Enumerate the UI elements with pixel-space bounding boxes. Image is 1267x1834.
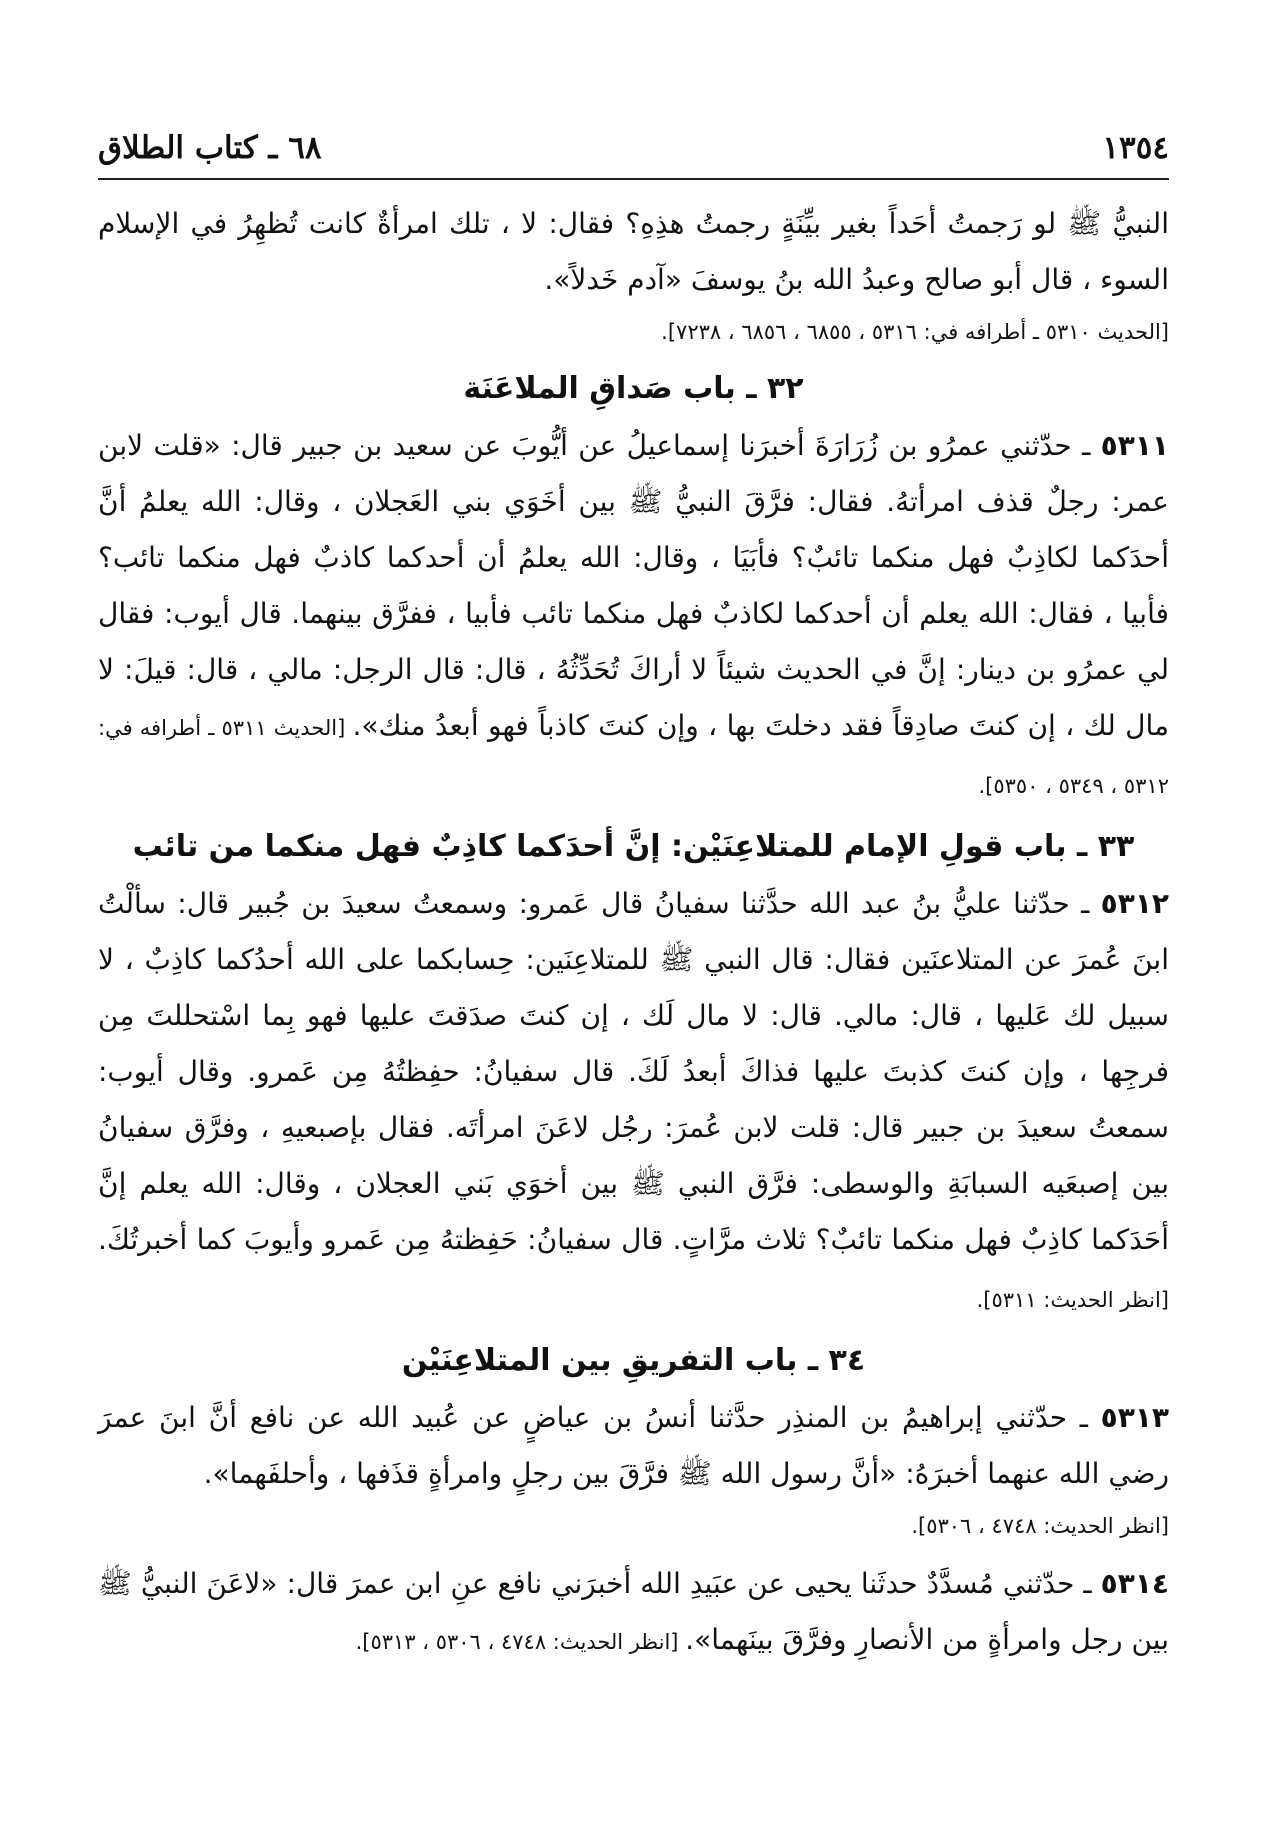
chapter-title: ٣٤ ـ باب التفريقِ بين المتلاعِنَيْن [401, 1343, 866, 1378]
hadith-text: ـ حدّثني إبراهيمُ بن المنذِر حدَّثنا أنسُ بن عياضٍ عن عُبيد الله عن نافع أنَّ ابنَ عمرَ رضي الله عنهما أخبرَهُ: «أنَّ رسول الله ﷺ فرَّقَ بين رجلٍ وامرأةٍ قذَفها ، وأحلفَهما». [98, 1401, 1169, 1490]
hadith-reference: [انظر الحديث: ٥٣١١]. [976, 1288, 1169, 1312]
chapter-title: ٣٢ ـ باب صَداقِ الملاعَنَة [463, 371, 804, 406]
hadith-5314 [98, 1556, 1169, 1670]
hadith-text: ـ حدّثنا عليُّ بنُ عبد الله حدَّثنا سفيانُ قال عَمرو: وسمعتُ سعيدَ بن جُبير قال: سألْتُ ابنَ عُمرَ عن المتلاعنَين فقال: قال النبي ﷺ للمتلاعِنَين: حِسابكما على الله أحدُكما كاذِبٌ ، لا سبيل لك عَليها ، قال: مالي. قال: لا مال لَك ، إن كنتَ صدَقتَ عليها فهو بِما اسْتحللتَ مِن فرجِها ، وإن كنتَ كذبتَ عليها فذاكَ أبعدُ لَكَ. قال سفيانُ: حفِظتُهُ مِن عَمرو. وقال أيوب: سمعتُ سعيدَ بن جبير قال: قلت لابن عُمرَ: رجُل لاعَنَ امرأتَه. فقال بإصبعيهِ ، وفرَّق سفيانُ بين إصبعَيه السبابَةِ والوسطى: فرَّق النبي ﷺ بين أخوَي بَني العجلان ، وقال: الله يعلم إنَّ أحَدَكما كاذِبٌ فهل منكما تائبٌ؟ ثلاث مرَّاتٍ. قال سفيانُ: حَفِظتهُ مِن عَمرو وأيوبَ كما أخبرتُكَ. [98, 887, 1169, 1256]
paragraph-text: النبيُّ ﷺ لو رَجمتُ أحَداً بغير بيِّنَةٍ رجمتُ هذِهِ؟ فقال: لا ، تلك امرأةٌ كانت تُظهِرُ في الإسلام السوء ، قال أبو صالح وعبدُ الله بنُ يوسفَ «آدم خَدلاً». [98, 207, 1169, 296]
header-rule [98, 178, 1169, 180]
hadith-number: ٥٣١٢ [1100, 887, 1169, 920]
hadith-number: ٥٣١٣ [1100, 1401, 1169, 1434]
hadith-reference: [الحديث ٥٣١١ ـ أطرافه في: ٥٣١٢ ، ٥٣٤٩ ، ٥٣٥٠]. [98, 716, 1169, 798]
paragraph [98, 196, 1169, 308]
hadith-number: ٥٣١١ [1100, 429, 1169, 462]
reference-note: [الحديث ٥٣١٠ ـ أطرافه في: ٥٣١٦ ، ٦٨٥٥ ، ٦٨٥٦ ، ٧٢٣٨]. [661, 320, 1169, 344]
reference-note: [انظر الحديث: ٤٧٤٨ ، ٥٣٠٦]. [911, 1514, 1169, 1538]
chapter-title: ٣٣ ـ باب قولِ الإمام للمتلاعِنَيْن: إنَّ أحدَكما كاذِبٌ فهل منكما من تائب [132, 829, 1135, 864]
hadith-number: ٥٣١٤ [1100, 1567, 1169, 1600]
running-header [98, 130, 1169, 178]
book-title: ٦٨ ـ كتاب الطلاق [98, 130, 322, 166]
hadith-text: ـ حدّثني عمرُو بن زُرَارَةَ أخبرَنا إسماعيلُ عن أيُّوبَ عن سعيد بن جبير قال: «قلت لابن عمر: رجلٌ قذف امرأتهُ. فقال: فرَّقَ النبيُّ ﷺ بين أخَوَي بني العَجلان ، وقال: الله يعلمُ أنَّ أحدَكما لكاذِبٌ فهل منكما تائبٌ؟ فأبَيَا ، وقال: الله يعلمُ أن أحدكما كاذبٌ فهل منكما تائب؟ فأبيا ، فقال: الله يعلم أن أحدكما لكاذبٌ فهل منكما تائب فأبيا ، ففرَّق بينهما. قال أيوب: فقال لي عمرُو بن دينار: إنَّ في الحديث شيئاً لا أراكَ تُحَدِّثُهُ ، قال: قال الرجل: مالي ، قال: قيلَ: لا مال لك ، إن كنتَ صادِقاً فقد دخلتَ بها ، وإن كنتَ كاذباً فهو أبعدُ منك». [98, 429, 1169, 742]
hadith-text: ـ حدّثني مُسدَّدٌ حدثَنا يحيى عن عبَيدِ الله أخبرَني نافع عنِ ابن عمرَ قال: «لاعَنَ النبيُّ ﷺ بين رجل وامرأةٍ من الأنصارِ وفرَّقَ بينَهما». [98, 1567, 1169, 1656]
page-body [98, 196, 1169, 1670]
hadith-5311 [98, 418, 1169, 814]
page-number: ١٣٥٤ [1102, 130, 1169, 166]
hadith-5312 [98, 876, 1169, 1328]
hadith-5313 [98, 1390, 1169, 1502]
hadith-reference: [انظر الحديث: ٤٧٤٨ ، ٥٣٠٦ ، ٥٣١٣]. [355, 1630, 686, 1654]
